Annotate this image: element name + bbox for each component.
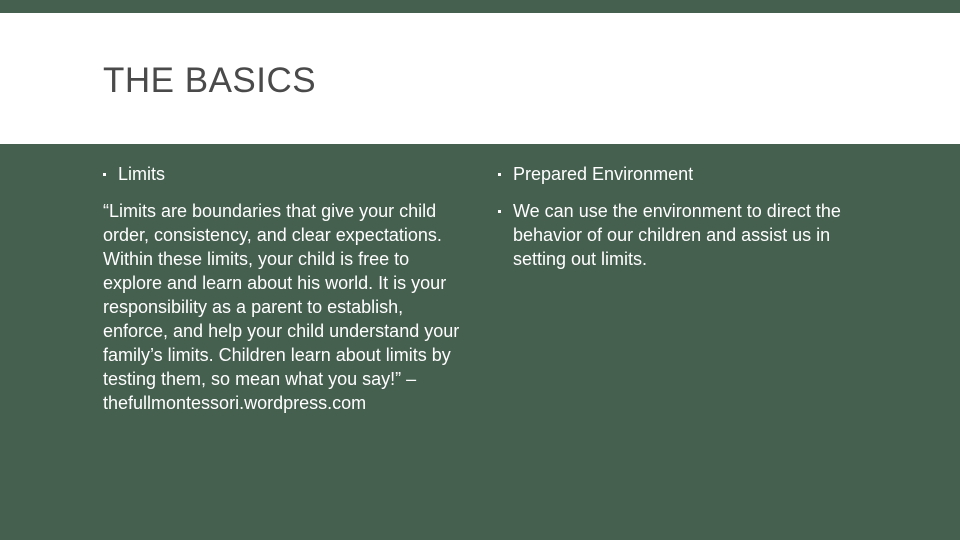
prepared-environment-heading-text: Prepared Environment <box>513 164 694 184</box>
left-column <box>103 162 468 415</box>
bullet-icon <box>103 173 106 176</box>
bullet-icon <box>498 173 501 176</box>
right-column <box>498 162 868 271</box>
bullet-icon <box>498 210 501 213</box>
prepared-environment-body: We can use the environment to direct the behavior of our children and assist us in setting out limits. <box>513 201 841 269</box>
prepared-environment-heading <box>498 162 868 186</box>
limits-quote: “Limits are boundaries that give your child order, consistency, and clear expectations. Within these limits, your child is free to explore and learn about his world. It is your responsibility as a parent to establish, enforce, and help your child understand your family’s limits. Children learn about limits by testing them, so mean what you say!” – thefullmontessori.wordpress.com <box>103 201 460 413</box>
prepared-environment-item <box>498 199 868 271</box>
slide-title: THE BASICS <box>103 61 317 100</box>
limits-heading <box>103 162 468 186</box>
limits-heading-text: Limits <box>118 164 166 184</box>
